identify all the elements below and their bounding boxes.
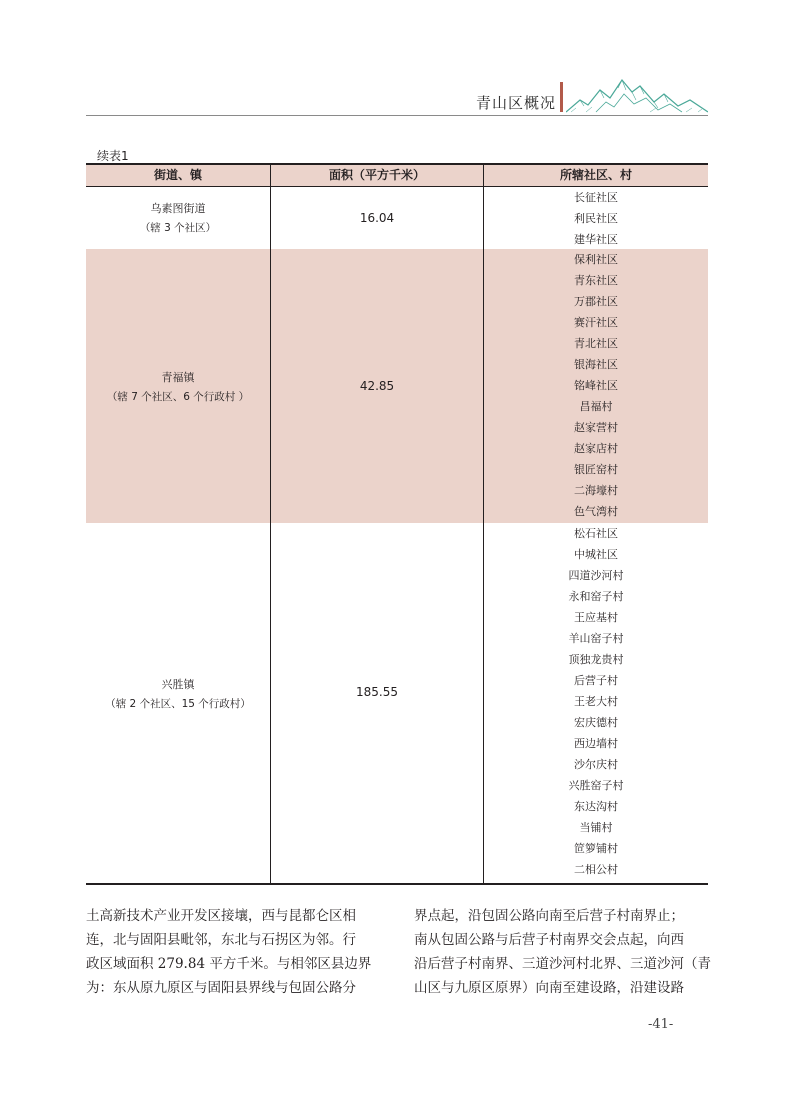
- area-value: 16.04: [359, 211, 395, 225]
- street-cell: [86, 369, 270, 404]
- community-item: 银海社区: [574, 358, 618, 371]
- community-item: 沙尔庆村: [574, 758, 618, 771]
- table-bottom-rule: [86, 883, 708, 885]
- community-item: 昌福村: [579, 400, 613, 413]
- community-item: 建华社区: [574, 233, 618, 246]
- community-item: 长征社区: [574, 191, 618, 204]
- column-divider: [270, 187, 271, 883]
- community-list: [484, 187, 708, 250]
- community-item: 当铺村: [579, 821, 613, 834]
- street-note: （辖 3 个社区）: [139, 222, 217, 234]
- community-item: 永和窑子村: [568, 590, 624, 603]
- community-item: 东达沟村: [574, 800, 618, 813]
- community-item: 后营子村: [574, 674, 618, 687]
- street-note: （辖 2 个社区、15 个行政村）: [105, 698, 251, 710]
- community-item: 松石社区: [574, 527, 618, 540]
- community-list: [484, 249, 708, 522]
- community-item: 铭峰社区: [574, 379, 618, 392]
- body-text-line: 山区与九原区原界）向南至建设路，沿建设路: [414, 980, 684, 996]
- community-item: 兴胜窑子村: [568, 779, 624, 792]
- community-item: 赛汗社区: [574, 316, 618, 329]
- community-item: 二相公村: [574, 863, 618, 876]
- community-item: 青东社区: [574, 274, 618, 287]
- community-item: 赵家店村: [574, 442, 618, 455]
- page-number: -41-: [648, 1017, 674, 1032]
- mountain-illustration-icon: [566, 72, 708, 116]
- table-row: [86, 187, 708, 249]
- community-item: 王老大村: [574, 695, 618, 708]
- community-item: 笸箩铺村: [574, 842, 618, 855]
- column-divider: [483, 165, 484, 186]
- community-item: 赵家营村: [574, 421, 618, 434]
- community-item: 利民社区: [574, 212, 618, 225]
- community-item: 青北社区: [574, 337, 618, 350]
- body-text-line: 沿后营子村南界、三道沙河村北界、三道沙河（青: [414, 956, 711, 972]
- column-header-communities: 所辖社区、村: [559, 168, 632, 182]
- community-item: 中城社区: [574, 548, 618, 561]
- body-text-line: 南从包固公路与后营子村南界交会点起，向西: [414, 932, 684, 948]
- header-accent-bar: [560, 82, 563, 112]
- street-name: 兴胜镇: [161, 678, 195, 691]
- body-text-right-column: [414, 904, 711, 1000]
- header-rule: [86, 115, 708, 116]
- table-row: [86, 523, 708, 883]
- street-name: 乌素图街道: [150, 202, 206, 215]
- table-header-row: [86, 165, 708, 187]
- body-text-line: 界点起，沿包固公路向南至后营子村南界止；: [414, 908, 684, 924]
- body-text-line: 政区域面积 279.84 平方千米。与相邻区县边界: [86, 956, 372, 972]
- community-item: 保利社区: [574, 253, 618, 266]
- body-text-line: 为：东从原九原区与固阳县界线与包固公路分: [86, 980, 356, 996]
- body-text-line: 土高新技术产业开发区接壤，西与昆都仑区相: [86, 908, 356, 924]
- street-cell: [86, 200, 270, 235]
- community-item: 西边墙村: [574, 737, 618, 750]
- community-item: 银匠窑村: [574, 463, 618, 476]
- body-text-line: 连，北与固阳县毗邻，东北与石拐区为邻。行: [86, 932, 356, 948]
- community-item: 顶独龙贵村: [568, 653, 624, 666]
- table-row: [86, 249, 708, 523]
- community-item: 王应基村: [574, 611, 618, 624]
- table-caption: 续表1: [97, 149, 129, 163]
- column-header-street: 街道、镇: [153, 168, 202, 182]
- column-divider: [270, 165, 271, 186]
- community-item: 万郡社区: [574, 295, 618, 308]
- community-item: 色气湾村: [574, 505, 618, 518]
- street-name: 青福镇: [161, 371, 195, 384]
- community-item: 四道沙河村: [568, 569, 624, 582]
- community-item: 宏庆德村: [574, 716, 618, 729]
- street-cell: [86, 676, 270, 711]
- body-text-left-column: [86, 904, 376, 1000]
- running-header-title: 青山区概况: [475, 94, 556, 112]
- area-value: 185.55: [356, 685, 398, 699]
- area-value: 42.85: [359, 379, 395, 393]
- community-item: 二海壕村: [574, 484, 618, 497]
- column-header-area: 面积（平方千米）: [328, 168, 425, 182]
- column-divider: [483, 187, 484, 883]
- community-list: [484, 523, 708, 880]
- community-item: 羊山窑子村: [568, 632, 624, 645]
- street-note: （辖 7 个社区、6 个行政村 ）: [106, 391, 250, 403]
